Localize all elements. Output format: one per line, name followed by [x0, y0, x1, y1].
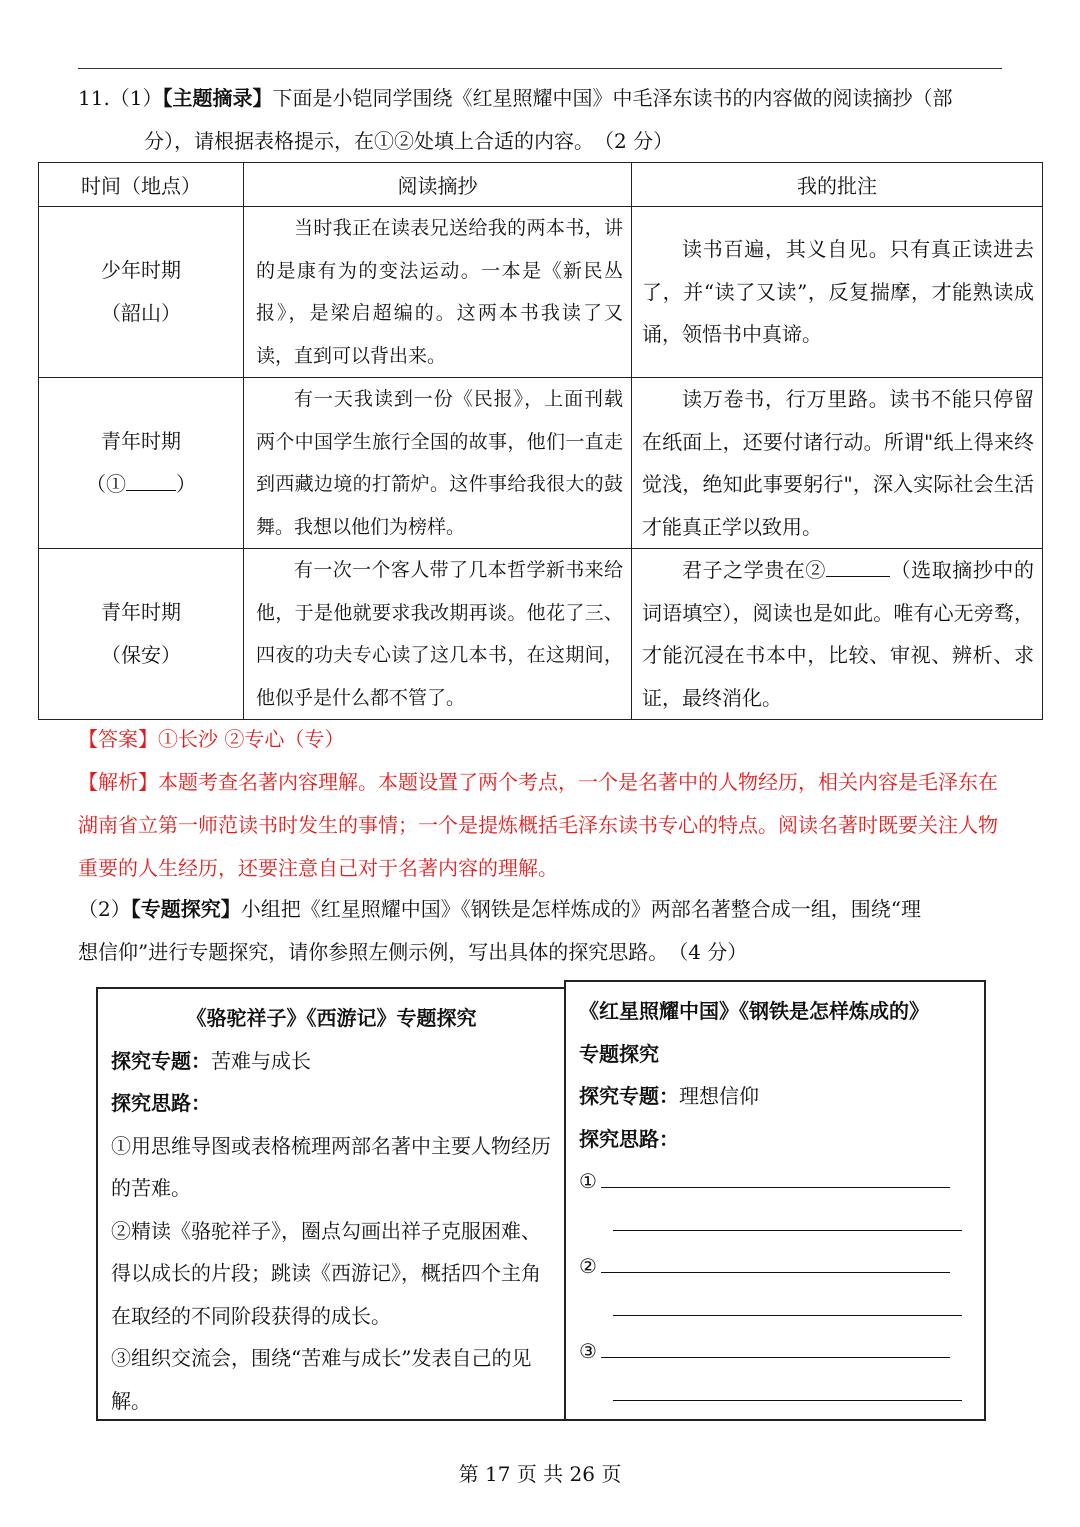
- example-step: ②精读《骆驼祥子》，圈点勾画出祥子克服困难、得以成长的片段；跳读《西游记》，概括四个主角在取经的不同阶段获得的成长。: [111, 1218, 541, 1328]
- fill-blank-2[interactable]: [826, 554, 890, 577]
- question-text: 小组把《红星照耀中国》《钢铁是怎样炼成的》两部名著整合成一组，围绕“理: [240, 897, 921, 921]
- period-cell: [39, 207, 244, 378]
- example-step: ③组织交流会，围绕“苦难与成长”发表自己的见解。: [111, 1346, 532, 1413]
- question-text-cont: 想信仰”进行专题探究，请你参照左侧示例，写出具体的探究思路。 （4 分）: [78, 940, 748, 964]
- page-footer: 第 17 页 共 26 页: [458, 1462, 622, 1486]
- question-number: 11.（1）: [78, 86, 163, 110]
- question-text-cont: 分），请根据表格提示，在①②处填上合适的内容。 （2 分）: [144, 129, 674, 153]
- answer-line[interactable]: [579, 1245, 972, 1288]
- excerpt-cell: 有一次一个客人带了几本哲学新书来给他，于是他就要求我改期再谈。他花了三、四夜的功夫专心读了这几本书，在这期间，他似乎是什么都不管了。: [244, 549, 632, 720]
- top-rule: [78, 68, 1002, 69]
- task-title-cont: 专题探究: [579, 1041, 659, 1066]
- example-step: ①用思维导图或表格梳理两部名著中主要人物经历的苦难。: [111, 1133, 551, 1200]
- period-label: 青年时期: [101, 429, 181, 453]
- note-cell: 读书百遍，其义自见。只有真正读进去了，并“读了又读”，反复揣摩，才能熟读成诵，领悟书中真谛。: [632, 207, 1043, 378]
- step-mark: ③: [579, 1339, 597, 1363]
- note-cell: 读万卷书，行万里路。读书不能只停留在纸面上，还要付诸行动。所谓"纸上得来终觉浅，绝知此事要躬行"，深入实际社会生活才能真正学以致用。: [632, 378, 1043, 549]
- analysis-label: 【解析】: [78, 770, 158, 794]
- reading-excerpt-table: [38, 162, 1043, 720]
- table-row: [39, 378, 1043, 549]
- header-excerpt: 阅读摘抄: [244, 163, 632, 207]
- analysis: [78, 761, 1004, 890]
- question-11-2-line-a: [78, 888, 1008, 931]
- excerpt-cell: 有一天我读到一份《民报》，上面刊载两个中国学生旅行全国的故事，他们一直走到西藏边境的打箭炉。这件事给我很大的鼓舞。我想以他们为榜样。: [244, 378, 632, 549]
- example-ideas-label: 探究思路：: [111, 1091, 211, 1115]
- excerpt-cell: 当时我正在读表兄送给我的两本书，讲的是康有为的变法运动。一本是《新民丛报》，是梁启超编的。这两本书我读了又读，直到可以背出来。: [244, 207, 632, 378]
- fill-blank-1[interactable]: [126, 468, 176, 491]
- answer-line[interactable]: [579, 1330, 972, 1373]
- period-cell: [39, 378, 244, 549]
- question-11-1-line-a: [78, 77, 1008, 120]
- place-label: （韶山）: [101, 301, 181, 325]
- period-cell: [39, 549, 244, 720]
- table-header-row: [39, 163, 1043, 207]
- period-label: 青年时期: [101, 600, 181, 624]
- table-row: [39, 207, 1043, 378]
- answer-line[interactable]: [579, 1288, 972, 1331]
- question-number: （2）: [78, 897, 131, 921]
- answer: [78, 718, 1004, 761]
- place-label: （① ）: [39, 463, 243, 506]
- example-box: [96, 987, 566, 1421]
- answer-line[interactable]: [579, 1373, 972, 1416]
- note-cell: 君子之学贵在② （选取摘抄中的词语填空），阅读也是如此。唯有心无旁骛，才能沉浸在书本中，比较、审视、辨析、求证，最终消化。: [632, 549, 1043, 720]
- step-mark: ①: [579, 1169, 597, 1193]
- example-title: 《骆驼祥子》《西游记》专题探究: [186, 1006, 477, 1030]
- period-label: 少年时期: [101, 258, 181, 282]
- task-box: [564, 980, 986, 1421]
- question-11-1: [78, 77, 1008, 163]
- answer-line[interactable]: [579, 1203, 972, 1246]
- question-tag: 【主题摘录】: [162, 86, 273, 110]
- example-topic: 探究专题：苦难与成长: [111, 1048, 311, 1073]
- place-label: （保安）: [101, 643, 181, 667]
- question-11-2: [78, 888, 1008, 974]
- answer-line[interactable]: [579, 1160, 972, 1203]
- step-mark: ②: [579, 1254, 597, 1278]
- answer-text: ①长沙 ②专心（专）: [158, 727, 345, 751]
- task-ideas-label: 探究思路：: [579, 1126, 679, 1151]
- answer-label: 【答案】: [78, 727, 158, 751]
- task-topic: 探究专题：理想信仰: [579, 1084, 759, 1108]
- header-note: 我的批注: [632, 163, 1043, 207]
- analysis-text: 本题考查名著内容理解。本题设置了两个考点，一个是名著中的人物经历，相关内容是毛泽东在湖南省立第一师范读书时发生的事情；一个是提炼概括毛泽东读书专心的特点。阅读名著时既要关注人物重要的人生经历，还要注意自己对于名著内容的理解。: [78, 770, 998, 880]
- table-row: [39, 549, 1043, 720]
- task-title: 《红星照耀中国》《钢铁是怎样炼成的》: [579, 999, 929, 1023]
- question-text: 下面是小铠同学围绕《红星照耀中国》中毛泽东读书的内容做的阅读摘抄（部: [272, 86, 953, 110]
- question-tag: 【专题探究】: [130, 897, 241, 921]
- header-time: 时间（地点）: [39, 163, 244, 207]
